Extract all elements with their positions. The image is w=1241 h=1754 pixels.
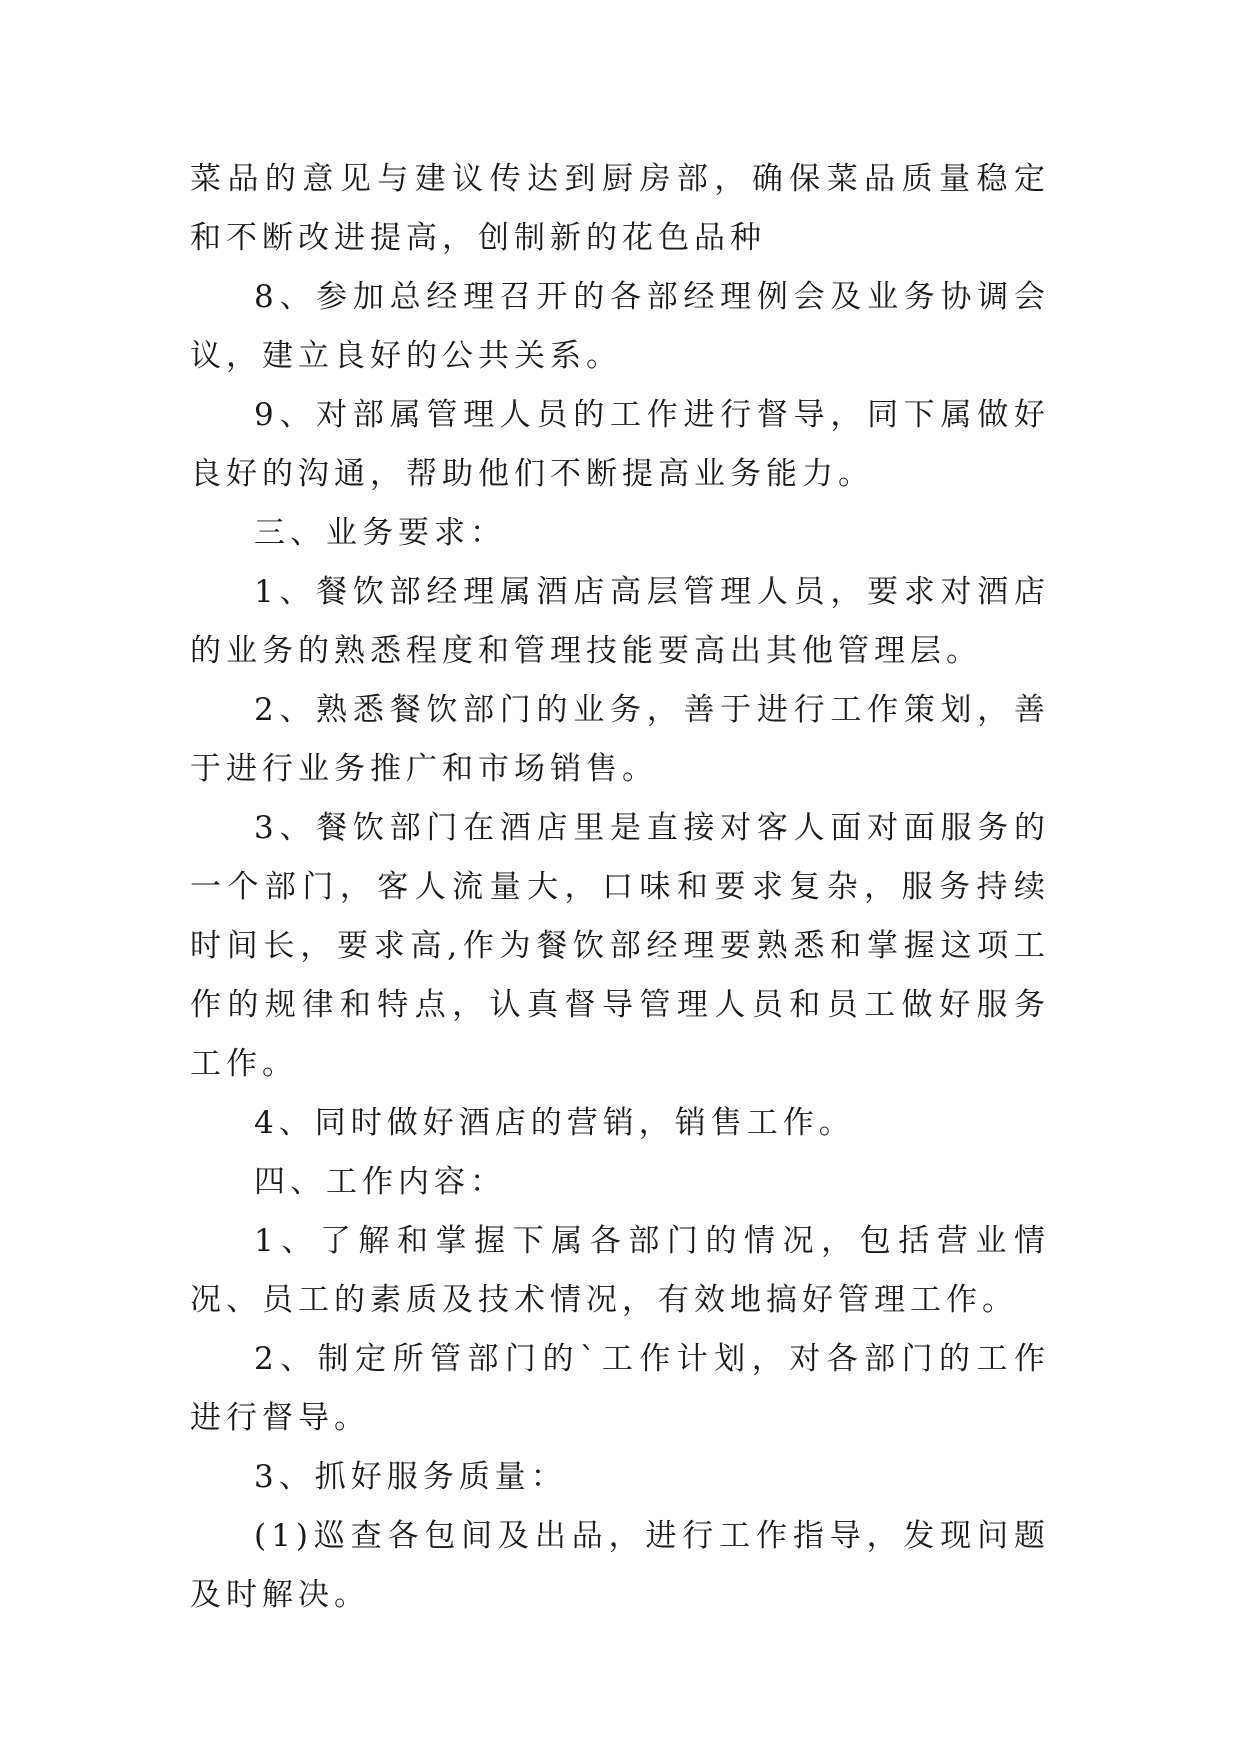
paragraph: 1、了解和掌握下属各部门的情况，包括营业情况、员工的素质及技术情况，有效地搞好管理工作。 bbox=[190, 1223, 1050, 1318]
document-body bbox=[190, 150, 1050, 1625]
paragraph: 3、抓好服务质量： bbox=[254, 1459, 567, 1495]
section-heading: 四、工作内容： bbox=[254, 1164, 506, 1200]
paragraph: 8、参加总经理召开的各部经理例会及业务协调会议，建立良好的公共关系。 bbox=[190, 279, 1050, 374]
paragraph: (1)巡查各包间及出品，进行工作指导，发现问题及时解决。 bbox=[190, 1518, 1050, 1613]
paragraph: 1、餐饮部经理属酒店高层管理人员，要求对酒店的业务的熟悉程度和管理技能要高出其他管理层。 bbox=[190, 574, 1050, 669]
paragraph: 4、同时做好酒店的营销，销售工作。 bbox=[254, 1105, 855, 1141]
paragraph: 3、餐饮部门在酒店里是直接对客人面对面服务的一个部门，客人流量大，口味和要求复杂，服务持续时间长，要求高,作为餐饮部经理要熟悉和掌握这项工作的规律和特点，认真督导管理人员和员工做好服务工作。 bbox=[190, 810, 1050, 1082]
paragraph: 9、对部属管理人员的工作进行督导，同下属做好良好的沟通，帮助他们不断提高业务能力。 bbox=[190, 397, 1050, 492]
paragraph: 2、制定所管部门的`工作计划，对各部门的工作进行督导。 bbox=[190, 1341, 1050, 1436]
paragraph: 菜品的意见与建议传达到厨房部，确保菜品质量稳定和不断改进提高，创制新的花色品种 bbox=[190, 161, 1050, 256]
section-heading: 三、业务要求： bbox=[254, 515, 506, 551]
paragraph: 2、熟悉餐饮部门的业务，善于进行工作策划，善于进行业务推广和市场销售。 bbox=[190, 692, 1050, 787]
